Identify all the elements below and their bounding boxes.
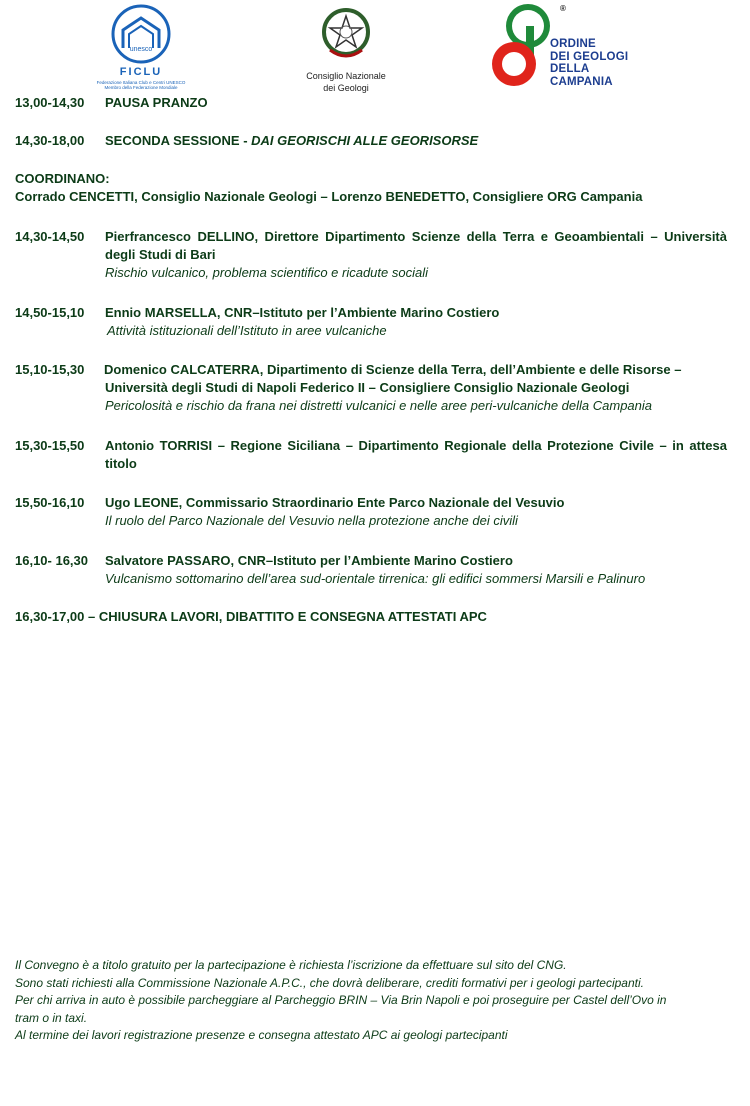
talk-speaker: Pierfrancesco DELLINO, Direttore Dipartimento Scienze della Terra e Geoambientali – Università degli Studi di Bari [105,229,727,262]
note-line: Il Convegno è a titolo gratuito per la partecipazione è richiesta l’iscrizione da effettuare sul sito del CNG. [15,958,567,972]
session-label: SECONDA SESSIONE - [105,133,252,148]
org-campania-logo [488,2,638,94]
entry-time: 16,10- 16,30 [15,553,89,568]
entry-time: 14,30-14,50 [15,229,85,244]
talk-speaker: Salvatore PASSARO, CNR–Istituto per l’Ambiente Marino Costiero [105,553,513,568]
coordinators [15,170,727,206]
talk-item [15,552,727,588]
talk-item [15,494,727,530]
italian-emblem-icon [296,2,396,66]
entry-time: 14,50-15,10 [15,305,85,320]
entry-time: 15,30-15,50 [15,438,85,453]
pausa-entry [15,94,727,112]
ficlu-subtitle: Federazione Italiana Club e Centri UNESCO Membro della Federazione Mondiale [96,80,186,90]
talk-title: Vulcanismo sottomarino dell’area sud-orientale tirrenica: gli edifici sommersi Marsili e Palinuro [105,571,646,586]
cng-name: Consiglio Nazionale dei Geologi [306,71,386,93]
session-subtitle: DAI GEORISCHI ALLE GEORISORSE [251,133,479,148]
unesco-house-icon [86,4,196,66]
talk-speaker: Ugo LEONE, Commissario Straordinario Ente Parco Nazionale del Vesuvio [105,495,565,510]
entry-time: 15,50-16,10 [15,495,85,510]
header-logos [0,0,750,96]
talk-title: Pericolosità e rischio da frana nei distretti vulcanici e nelle aree peri-vulcaniche della Campania [105,398,653,413]
entry-time: 13,00-14,30 [15,95,85,110]
entry-title: PAUSA PRANZO [105,95,208,110]
entry-time: 14,30-18,00 [15,133,85,148]
coordinators-names: Corrado CENCETTI, Consiglio Nazionale Geologi – Lorenzo BENEDETTO, Consigliere ORG Campania [15,189,643,204]
ficlu-logo [86,4,196,96]
talk-item [15,437,727,473]
talk-title: Il ruolo del Parco Nazionale del Vesuvio nella protezione anche dei civili [105,513,518,528]
talk-item [15,304,727,340]
talk-item [15,361,727,415]
registered-mark: ® [560,4,566,13]
talk-title: Rischio vulcanico, problema scientifico e ricadute sociali [105,265,428,280]
closing-text: 16,30-17,00 – CHIUSURA LAVORI, DIBATTITO E CONSEGNA ATTESTATI APC [15,609,487,624]
org-name: ORDINE DEI GEOLOGI DELLA CAMPANIA [550,38,629,88]
session-entry [15,132,727,150]
coordinators-heading: COORDINANO: [15,171,110,186]
note-line: Per chi arriva in auto è possibile parcheggiare al Parcheggio BRIN – Via Brin Napoli e poi proseguire per Castel dell’Ovo in [15,993,667,1007]
closing-entry [15,608,727,626]
talk-item [15,228,727,282]
note-line: Al termine dei lavori registrazione presenze e consegna attestato APC ai geologi partecipanti [15,1028,508,1042]
cng-logo [296,2,396,96]
talk-speaker: Domenico CALCATERRA, Dipartimento di Scienze della Terra, dell’Ambiente e delle Risorse – [104,362,682,377]
talk-speaker: Ennio MARSELLA, CNR–Istituto per l’Ambiente Marino Costiero [105,305,500,320]
unesco-mark: unesco [129,46,153,53]
talk-title: Attività istituzionali dell’Istituto in aree vulcaniche [107,323,387,338]
note-line: tram o in taxi. [15,1010,88,1025]
org-mark-icon [488,2,558,94]
ficlu-name: FICLU [119,66,163,78]
footer-notes [15,957,727,1045]
note-line: Sono stati richiesti alla Commissione Nazionale A.P.C., che dovrà deliberare, crediti formativi per i geologi partecipanti. [15,975,644,990]
talk-speaker: Antonio TORRISI – Regione Siciliana – Dipartimento Regionale della Protezione Civile – in attesa titolo [105,438,727,471]
entry-time: 15,10-15,30 [15,362,85,377]
talk-speaker-affiliation: Università degli Studi di Napoli Federico II – Consigliere Consiglio Nazionale Geologi [105,380,630,395]
